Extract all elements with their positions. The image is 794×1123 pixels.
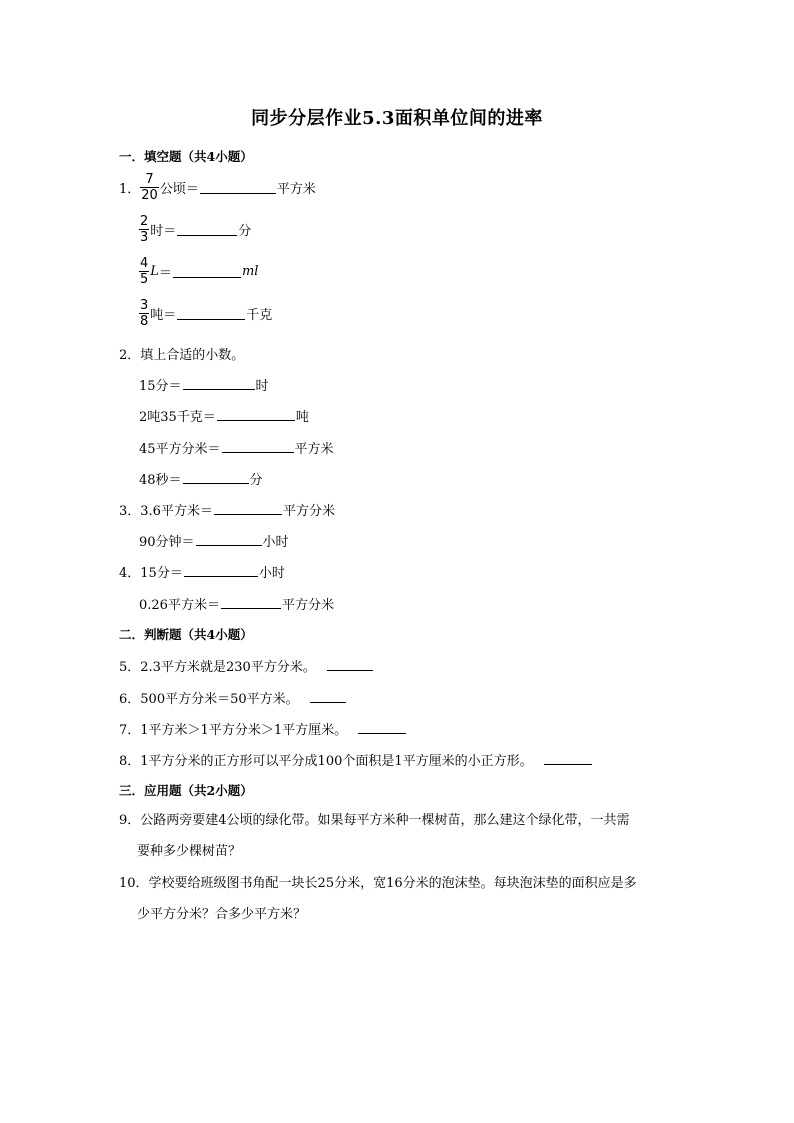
answer-blank[interactable] (183, 471, 249, 484)
answer-blank[interactable] (173, 265, 241, 278)
question-number: 1． (119, 182, 141, 197)
unit-after: 小时 (262, 535, 289, 550)
question-text: 7．1平方米＞1平方分米＞1平方厘米。 (119, 723, 348, 738)
question-text: 3．3.6平方米＝ (119, 504, 213, 519)
question-text: 4．15分＝ (119, 566, 183, 581)
unit-after: 分 (249, 473, 263, 488)
question-2c (139, 438, 334, 457)
answer-blank[interactable] (184, 564, 258, 577)
question-text-line1: 9．公路两旁要建4公顷的绿化带。如果每平方米种一棵树苗，那么建这个绿化带，一共需 (119, 813, 630, 828)
denominator: 20 (141, 188, 158, 203)
answer-blank[interactable] (177, 223, 237, 236)
question-1d (139, 298, 272, 329)
section-application-title: 三．应用题（共2小题） (119, 783, 253, 798)
unit-after: 千克 (246, 308, 273, 323)
unit-after: 平方米 (294, 442, 334, 457)
question-4b (139, 594, 334, 613)
question-text: 45平方分米＝ (139, 442, 221, 457)
unit-text: L (150, 264, 159, 279)
question-2d (139, 469, 263, 488)
question-3a (119, 500, 335, 519)
question-9 (119, 805, 679, 867)
answer-blank[interactable] (217, 408, 295, 421)
unit-after: 分 (238, 224, 252, 239)
question-10 (119, 868, 679, 930)
unit-after: 吨 (295, 410, 309, 425)
answer-blank[interactable] (327, 658, 373, 671)
fraction (139, 298, 149, 329)
unit-text: 时＝ (150, 224, 177, 239)
answer-blank[interactable] (310, 690, 346, 703)
denominator: 3 (140, 230, 149, 245)
question-6 (119, 688, 347, 707)
question-text-line2: 少平方分米？合多少平方米？ (137, 907, 307, 922)
unit-after: 小时 (258, 566, 285, 581)
denominator: 8 (140, 314, 149, 329)
numerator: 3 (140, 298, 149, 313)
section-judgment-title: 二．判断题（共4小题） (119, 627, 253, 642)
fraction (139, 256, 149, 287)
question-text: 5．2.3平方米就是230平方分米。 (119, 660, 316, 675)
question-3b (139, 531, 289, 550)
question-text: 48秒＝ (139, 473, 182, 488)
answer-blank[interactable] (222, 440, 294, 453)
answer-blank[interactable] (358, 721, 406, 734)
fraction (139, 214, 149, 245)
question-text: 0.26平方米＝ (139, 598, 220, 613)
fraction (140, 172, 159, 203)
question-1c (139, 256, 258, 287)
question-4a (119, 562, 285, 581)
unit-after: 时 (255, 379, 269, 394)
question-text: 8．1平方分米的正方形可以平分成100个面积是1平方厘米的小正方形。 (119, 754, 533, 769)
question-text: 6．500平方分米＝50平方米。 (119, 692, 299, 707)
unit-text: 吨＝ (150, 308, 177, 323)
numerator: 7 (145, 172, 154, 187)
question-5 (119, 656, 374, 675)
unit-after: 平方米 (276, 182, 316, 197)
question-2b (139, 406, 309, 425)
unit-text: 公顷＝ (159, 182, 199, 197)
unit-after: ml (241, 264, 259, 279)
answer-blank[interactable] (544, 752, 592, 765)
question-1a (119, 172, 316, 203)
question-8 (119, 750, 593, 769)
question-2a (139, 375, 269, 394)
unit-after: 平方分米 (281, 598, 334, 613)
answer-blank[interactable] (183, 377, 255, 390)
question-1b (139, 214, 251, 245)
answer-blank[interactable] (196, 533, 262, 546)
question-text: 15分＝ (139, 379, 182, 394)
unit-after: 平方分米 (282, 504, 335, 519)
question-2-stem: 2．填上合适的小数。 (119, 348, 245, 363)
page-title: 同步分层作业5.3面积单位间的进率 (251, 108, 543, 129)
question-text: 90分钟＝ (139, 535, 195, 550)
numerator: 4 (140, 256, 149, 271)
answer-blank[interactable] (200, 181, 276, 194)
question-text-line2: 要种多少棵树苗？ (137, 844, 242, 859)
question-text-line1: 10．学校要给班级图书角配一块长25分米，宽16分米的泡沫垫。每块泡沫垫的面积应是多 (119, 876, 637, 891)
equals-sign: ＝ (158, 266, 172, 281)
denominator: 5 (140, 272, 149, 287)
answer-blank[interactable] (221, 596, 281, 609)
numerator: 2 (140, 214, 149, 229)
question-text: 2吨35千克＝ (139, 410, 216, 425)
answer-blank[interactable] (177, 307, 245, 320)
answer-blank[interactable] (214, 502, 282, 515)
question-7 (119, 719, 407, 738)
section-fill-in-title: 一．填空题（共4小题） (119, 149, 253, 164)
